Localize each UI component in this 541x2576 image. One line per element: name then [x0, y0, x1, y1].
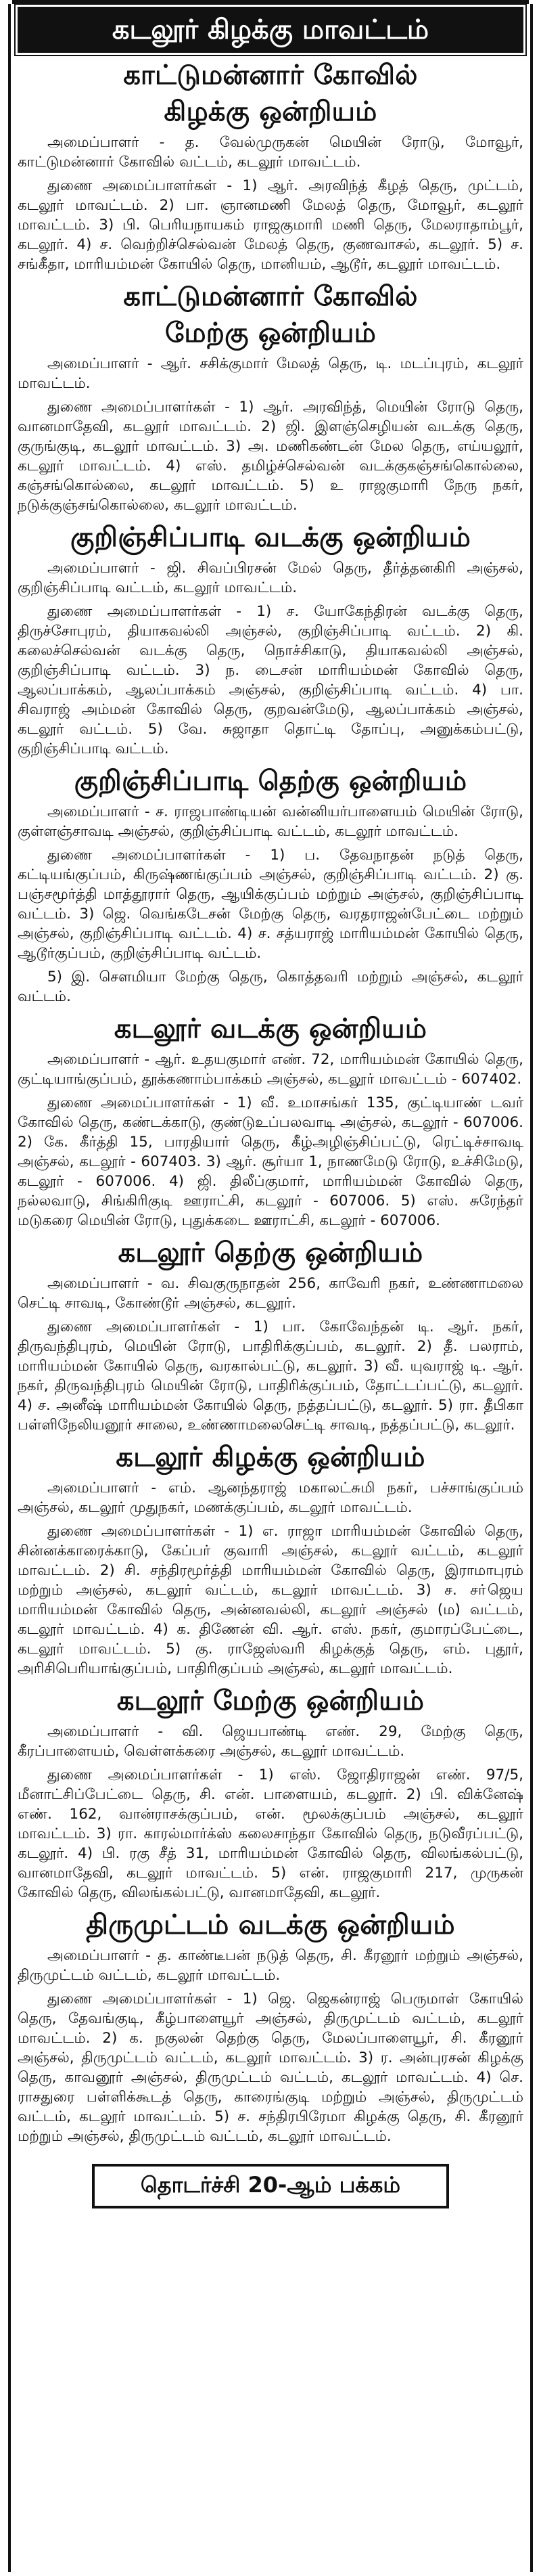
section-heading: குறிஞ்சிப்பாடி தெற்கு ஒன்றியம்: [74, 765, 467, 797]
organizer-paragraph: அமைப்பாளர் - த. வேல்முருகன் மெயின் ரோடு, மோவூர், காட்டுமன்னார் கோவில் வட்டம், கடலூர் மாவட்டம்.: [18, 134, 523, 171]
union-section: [18, 765, 523, 1006]
deputy-organizers-paragraph: துணை அமைப்பாளர்கள் - 1) ஜெ. ஜெகன்ராஜ் பெருமாள் கோயில் தெரு, தேவங்குடி, கீழ்பாளையூர் அஞ்சல், திருமுட்டம் வட்டம், கடலூர் மாவட்டம். 2) க. நகுலன் தெற்கு தெரு, மேலப்பாளையூர், சி. கீரனூர் அஞ்சல், திருமுட்டம் வட்டம், கடலூர் மாவட்டம். 3) ர. அன்புரசன் கிழக்கு தெரு, காவனூர் அஞ்சல், திருமுட்டம் வட்டம், கடலூர் மாவட்டம். 4) செ. ராசதுரை பள்ளிக்கூடத் தெரு, காரைங்குடி மற்றும் அஞ்சல், திருமுட்டம் வட்டம், கடலூர் மாவட்டம். 5) ச. சந்திரபிரேமா கிழக்கு தெரு, சி. கீரனூர் மற்றும் அஞ்சல், திருமுட்டம் வட்டம், கடலூர் மாவட்டம்.: [18, 1991, 523, 2145]
section-heading: கடலூர் மேற்கு ஒன்றியம்: [116, 1685, 425, 1716]
section-heading: குறிஞ்சிப்பாடி வடக்கு ஒன்றியம்: [70, 522, 471, 553]
article-content: [18, 7, 523, 2208]
section-heading: கடலூர் கிழக்கு ஒன்றியம்: [116, 1442, 425, 1473]
section-heading: காட்டுமன்னார் கோவில்: [123, 281, 418, 312]
deputy-organizers-paragraph: துணை அமைப்பாளர்கள் - 1) எஸ். ஜோதிராஜன் எண். 97/5, மீனாட்சிப்பேட்டை தெரு, சி. என். பாளையம், கடலூர். 2) பி. விக்னேஷ் எண். 162, வான்ராசக்குப்பம், என். மூலக்குப்பம் அஞ்சல், கடலூர் மாவட்டம். 3) ரா. காரல்மார்க்ஸ் கலைசாந்தா கோவில் தெரு, நடுவீரப்பட்டு, கடலூர். 4) பி. ரகு சீத் 31, மாரியம்மன் கோவில் தெரு, விலங்கல்பட்டு, வானமாதேவி, கடலூர் மாவட்டம். 5) என். ராஜகுமாரி 217, முருகன் கோவில் தெரு, விலங்கல்பட்டு, வானமாதேவி, கடலூர்.: [18, 1767, 523, 1901]
deputy-organizers-paragraph: 5) இ. செளமியா மேற்கு தெரு, கொத்தவரி மற்றும் அஞ்சல், கடலூர் வட்டம்.: [18, 969, 523, 1005]
union-section: [18, 522, 523, 759]
organizer-paragraph: அமைப்பாளர் - ஆர். சசிக்குமார் மேலத் தெரு, டி. மடப்புரம், கடலூர் மாவட்டம்.: [18, 355, 523, 392]
deputy-organizers-paragraph: துணை அமைப்பாளர்கள் - 1) ப. தேவநாதன் நடுத் தெரு, கட்டியங்குப்பம், கிருஷ்ணங்குப்பம் அஞ்சல், குறிஞ்சிப்பாடி வட்டம். 2) கு. பஞ்சமூர்த்தி மாத்தூரார் தெரு, ஆயிக்குப்பம் மற்றும் அஞ்சல், குறிஞ்சிப்பாடி வட்டம். 3) ஜெ. வெங்கடேசன் மேற்கு தெரு, வரதராஜன்பேட்டை மற்றும் அஞ்சல், குறிஞ்சிப்பாடி வட்டம். 4) ச. சத்யராஜ் மாரியம்மன் கோயில் தெரு, ஆடூர்குப்பம், குறிஞ்சிப்பாடி வட்டம்.: [18, 847, 523, 962]
union-section: [18, 1237, 523, 1435]
organizer-paragraph: அமைப்பாளர் - வ. சிவகுருநாதன் 256, காவேரி நகர், உண்ணாமலை செட்டி சாவடி, கோண்டூர் அஞ்சல், கடலூர்.: [18, 1275, 523, 1312]
district-banner: கடலூர் கிழக்கு மாவட்டம்: [18, 7, 523, 53]
union-section: [18, 281, 523, 515]
deputy-organizers-paragraph: துணை அமைப்பாளர்கள் - 1) வீ. உமாசங்கர் 135, குட்டியாண் டவர் கோவில் தெரு, கண்டக்காடு, குண்டுஉப்பலவாடி அஞ்சல், கடலூர் - 607006. 2) கே. கீர்த்தி 15, பாரதியார் தெரு, கீழ்அழிஞ்சிப்பட்டு, ரெட்டிச்சாவடி அஞ்சல், கடலூர் - 607403. 3) ஆர். சூர்யா 1, நாணமேடு ரோடு, உச்சிமேடு, கடலூர் - 607006. 4) ஜி. திலீப்குமார், மாரியம்மன் கோவில் தெரு, நல்லவாடு, சிங்கிரிகுடி ஊராட்சி, கடலூர் - 607006. 5) எஸ். சுரேந்தர் மடுகரை மெயின் ரோடு, புதுக்கடை ஊராட்சி, கடலூர் - 607006.: [18, 1094, 523, 1229]
organizer-paragraph: அமைப்பாளர் - ஆர். உதயகுமார் எண். 72, மாரியம்மன் கோயில் தெரு, குட்டியாங்குப்பம், தூக்கணாம்பாக்கம் அஞ்சல், கடலூர் மாவட்டம் - 607402.: [18, 1051, 523, 1088]
section-heading: கடலூர் தெற்கு ஒன்றியம்: [118, 1237, 423, 1268]
organizer-paragraph: அமைப்பாளர் - ச. ராஜபாண்டியன் வன்னியர்பாளையம் மெயின் ரோடு, குள்ளஞ்சாவடி அஞ்சல், குறிஞ்சிப்பாடி வட்டம், கடலூர் மாவட்டம்.: [18, 803, 523, 840]
deputy-organizers-paragraph: துணை அமைப்பாளர்கள் - 1) ச. யோகேந்திரன் வடக்கு தெரு, திருச்சோபுரம், தியாகவல்லி அஞ்சல், குறிஞ்சிப்பாடி வட்டம். 2) கி. கலைச்செல்வன் வடக்கு தெரு, நொச்சிகாடு, தியாகவல்லி அஞ்சல், குறிஞ்சிப்பாடி வட்டம். 3) ந. டைசன் மாரியம்மன் கோவில் தெரு, ஆலப்பாக்கம், ஆலப்பாக்கம் அஞ்சல், குறிஞ்சிப்பாடி வட்டம். 4) பா. சிவராஜ் அம்மன் கோவில் தெரு, குறவன்மேடு, ஆலப்பாக்கம் அஞ்சல், கடலூர் வட்டம். 5) வே. சுஜாதா தொட்டி தோப்பு, அனுக்கம்பட்டு, குறிஞ்சிப்பாடி வட்டம்.: [18, 603, 523, 757]
union-section: [18, 1685, 523, 1903]
deputy-organizers-paragraph: துணை அமைப்பாளர்கள் - 1) பா. கோவேந்தன் டி. ஆர். நகர், திருவந்திபுரம், மெயின் ரோடு, பாதிரிக்குப்பம், கடலூர். 2) தீ. பலராம், மாரியம்மன் கோயில் தெரு, வரகால்பட்டு, கடலூர். 3) வீ. யுவராஜ் டி. ஆர். நகர், திருவந்திபுரம் மெயின் ரோடு, பாதிரிக்குப்பம், தோட்டப்பட்டு, கடலூர். 4) ச. அனீஷ் மாரியம்மன் கோயில் தெரு, நத்தப்பட்டு, கடலூர். 5) ரா. தீபிகா பள்ளிநேலியனூர் சாலை, உண்ணாமலைசெட்டி சாவடி, நத்தப்பட்டு, கடலூர்.: [18, 1318, 523, 1434]
deputy-organizers-paragraph: துணை அமைப்பாளர்கள் - 1) ஆர். அரவிந்த் கீழத் தெரு, முட்டம், கடலூர் மாவட்டம். 2) பா. ஞானமணி மேலத் தெரு, மோவூர், கடலூர் மாவட்டம். 3) பி. பெரியநாயகம் ராஜகுமாரி மணி தெரு, மேலராதாம்பூர், கடலூர். 4) ச. வெற்றிச்செல்வன் மேலத் தெரு, குணவாசல், கடலூர். 5) ச. சங்கீதா, மாரியம்மன் கோயில் தெரு, மானியம், ஆடூர், கடலூர் மாவட்டம்.: [18, 177, 523, 273]
organizer-paragraph: அமைப்பாளர் - ஜி. சிவப்பிரசன் மேல் தெரு, தீர்த்தனகிரி அஞ்சல், குறிஞ்சிப்பாடி வட்டம், கடலூர் மாவட்டம்.: [18, 560, 523, 596]
section-heading: மேற்கு ஒன்றியம்: [164, 317, 377, 349]
section-heading: கிழக்கு ஒன்றியம்: [164, 96, 377, 127]
union-section: [18, 60, 523, 274]
deputy-organizers-paragraph: துணை அமைப்பாளர்கள் - 1) ஆர். அரவிந்த், மெயின் ரோடு தெரு, வானமாதேவி, கடலூர் மாவட்டம். 2) ஜி. இளஞ்செழியன் வடக்கு தெரு, குருங்குடி, கடலூர் மாவட்டம். 3) அ. மணிகண்டன் மேல தெரு, எய்யலூர், கடலூர் மாவட்டம். 4) எஸ். தமிழ்ச்செல்வன் வடக்குகஞ்சங்கொல்லை, கஞ்சங்கொல்லை, கடலூர் மாவட்டம். 5) உ ராஜகுமாரி நேரு நகர், நடுக்குஞ்சங்கொல்லை, கடலூர் மாவட்டம்.: [18, 399, 523, 514]
organizer-paragraph: அமைப்பாளர் - எம். ஆனந்தராஜ் மகாலட்சுமி நகர், பச்சாங்குப்பம் அஞ்சல், கடலூர் முதுநகர், மணக்குப்பம், கடலூர் மாவட்டம்.: [18, 1480, 523, 1516]
continuation-text: தொடர்ச்சி 20-ஆம் பக்கம்: [140, 2172, 401, 2198]
union-section: [18, 1909, 523, 2146]
section-heading: காட்டுமன்னார் கோவில்: [123, 60, 418, 91]
section-heading: கடலூர் வடக்கு ஒன்றியம்: [114, 1013, 427, 1044]
organizer-paragraph: அமைப்பாளர் - வி. ஜெயபாண்டி எண். 29, மேற்கு தெரு, கீரப்பாளையம், வெள்ளக்கரை அஞ்சல், கடலூர் மாவட்டம்.: [18, 1723, 523, 1760]
organizer-paragraph: அமைப்பாளர் - த. காண்டீபன் நடுத் தெரு, சி. கீரனூர் மற்றும் அஞ்சல், திருமுட்டம் வட்டம், கடலூர் மாவட்டம்.: [18, 1947, 523, 1984]
continuation-box: [92, 2164, 449, 2208]
deputy-organizers-paragraph: துணை அமைப்பாளர்கள் - 1) எ. ராஜா மாரியம்மன் கோவில் தெரு, சின்னக்காரைக்காடு, கேப்பர் குவாரி அஞ்சல், கடலூர் வட்டம், கடலூர் மாவட்டம். 2) சி. சந்திரமூர்த்தி மாரியம்மன் கோவில் தெரு, இராமாபுரம் மற்றும் அஞ்சல், கடலூர் வட்டம், கடலூர் மாவட்டம். 3) ச. சா்ஜெய மாரியம்மன் கோவில் தெரு, அன்னவல்லி, கடலூர் அஞ்சல் (ம) வட்டம், கடலூர் மாவட்டம். 4) க. திணேன் வி. ஆர். எஸ். நகர், குமாரப்பேட்டை, கடலூர் மாவட்டம். 5) கு. ராஜேஸ்வரி கிழக்குத் தெரு, எம். புதூர், அரிசிபெரியாங்குப்பம், பாதிரிகுப்பம் அஞ்சல், கடலூர் மாவட்டம்.: [18, 1523, 523, 1677]
section-heading: திருமுட்டம் வடக்கு ஒன்றியம்: [86, 1909, 455, 1940]
union-section: [18, 1442, 523, 1679]
section-list: [18, 60, 523, 2146]
union-section: [18, 1013, 523, 1230]
